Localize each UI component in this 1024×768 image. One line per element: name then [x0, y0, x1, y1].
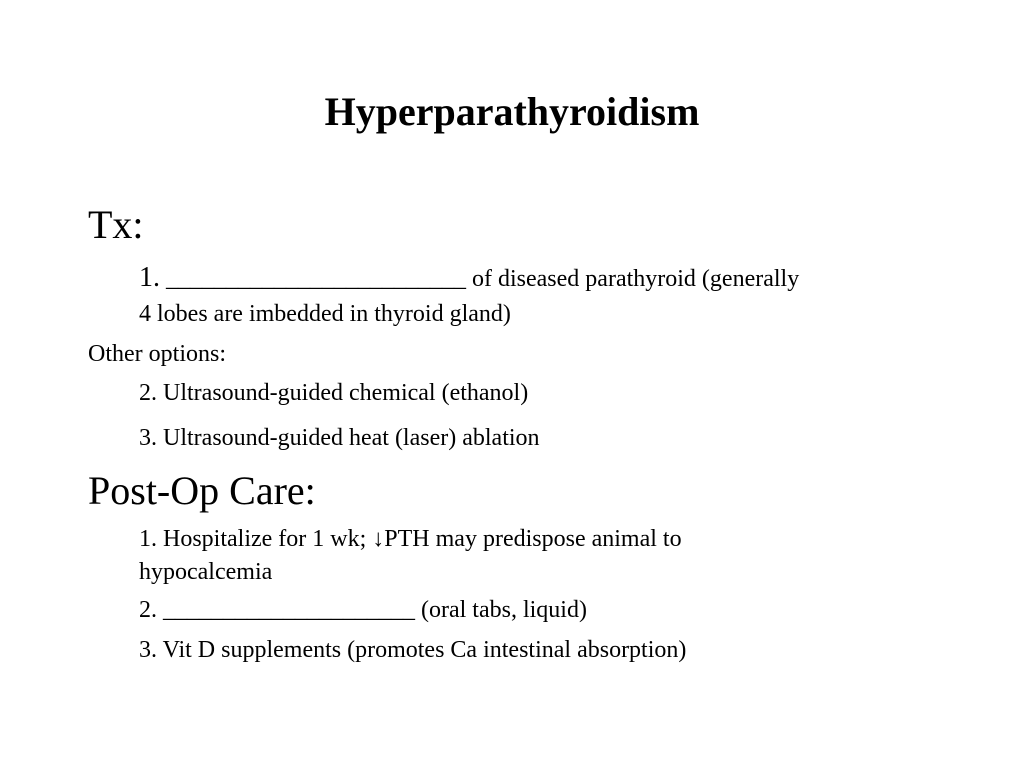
- slide-title: Hyperparathyroidism: [324, 89, 700, 134]
- postop-item-1-line-1: 1. Hospitalize for 1 wk; ↓PTH may predispose animal to: [139, 526, 682, 552]
- tx-item-1-number: 1.: [139, 262, 160, 293]
- tx-item-1-line-2: 4 lobes are imbedded in thyroid gland): [139, 301, 511, 327]
- other-options-label: Other options:: [88, 341, 226, 367]
- postop-item-3: 3. Vit D supplements (promotes Ca intestinal absorption): [139, 637, 687, 663]
- tx-item-1-text: _________________________ of diseased parathyroid (generally: [166, 266, 800, 292]
- tx-item-2: 2. Ultrasound-guided chemical (ethanol): [139, 380, 529, 406]
- tx-item-3: 3. Ultrasound-guided heat (laser) ablation: [139, 425, 540, 451]
- postop-item-2: 2. _____________________ (oral tabs, liquid): [139, 597, 587, 623]
- postop-heading: Post-Op Care:: [88, 468, 316, 513]
- tx-item-1-line-1: [139, 262, 799, 295]
- tx-heading: Tx:: [88, 202, 144, 247]
- postop-item-1-line-2: hypocalcemia: [139, 559, 273, 585]
